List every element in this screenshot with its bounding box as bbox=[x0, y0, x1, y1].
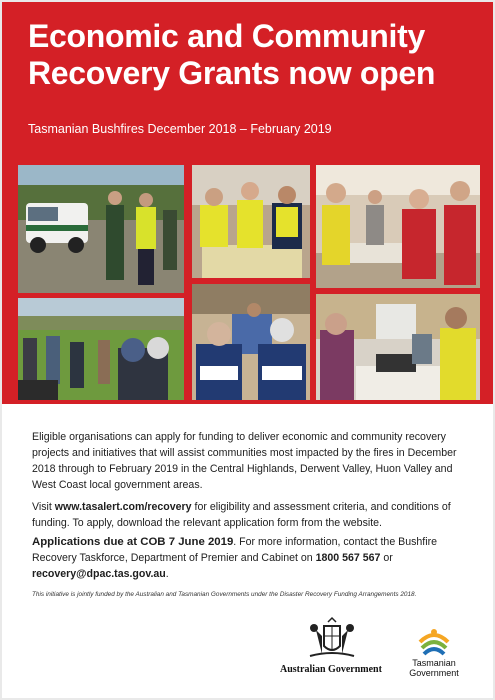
photo-community-meeting-outdoors bbox=[18, 298, 184, 400]
or-text: or bbox=[380, 552, 393, 564]
australian-government-label: Australian Government bbox=[280, 664, 382, 675]
visit-prefix: Visit bbox=[32, 501, 55, 513]
tas-gov-line-1: Tasmanian bbox=[412, 658, 456, 668]
visit-suffix: for eligibility and assessment criteria, and conditions of funding. To apply, download the relevant application form from the website. bbox=[32, 501, 451, 529]
funding-footnote: This initiative is jointly funded by the Australian and Tasmanian Governments under the Disaster Recovery Funding Arrangements 2018. bbox=[32, 591, 417, 598]
tasmanian-government-label bbox=[402, 658, 466, 678]
applications-due-text: Applications due at COB 7 June 2019 bbox=[32, 536, 234, 548]
phone-number[interactable]: 1800 567 567 bbox=[315, 552, 381, 564]
photo-personal-support-workers bbox=[192, 284, 310, 400]
title-line-1: Economic and Community bbox=[28, 18, 425, 54]
photo-salvation-army-food-service bbox=[316, 165, 480, 288]
coat-of-arms-icon bbox=[302, 616, 362, 660]
page-subtitle: Tasmanian Bushfires December 2018 – February 2019 bbox=[28, 122, 332, 136]
period-text: . bbox=[165, 568, 169, 580]
eligibility-paragraph: Eligible organisations can apply for funding to deliver economic and community recovery projects and initiatives that will assist communities most impacted by the fires in December 2018 through to February 2019 in the Central Highlands, Derwent Valley, Huon Valley and West Coast local government areas. bbox=[32, 431, 457, 491]
tasalert-link[interactable]: www.tasalert.com/recovery bbox=[54, 501, 192, 513]
contact-text: . For more information, contact the Bushfire Recovery Taskforce, Department of Premier and Cabinet on bbox=[32, 536, 438, 564]
red-banner bbox=[2, 2, 493, 404]
visit-website-paragraph bbox=[32, 499, 472, 531]
page-title bbox=[28, 18, 478, 92]
email-link[interactable]: recovery@dpac.tas.gov.au bbox=[32, 568, 166, 580]
applications-paragraph bbox=[32, 534, 472, 582]
australian-government-logo bbox=[280, 616, 390, 686]
title-line-2: Recovery Grants now open bbox=[28, 55, 436, 91]
photo-recovery-centre-interview bbox=[316, 294, 480, 400]
flyer-page bbox=[2, 2, 493, 698]
photo-emergency-vehicle-officers bbox=[18, 165, 184, 293]
tas-gov-line-2: Government bbox=[409, 668, 459, 678]
tasmanian-emblem-icon bbox=[414, 622, 454, 658]
tasmanian-government-logo bbox=[402, 622, 466, 686]
photo-volunteers-map-table bbox=[192, 165, 310, 278]
